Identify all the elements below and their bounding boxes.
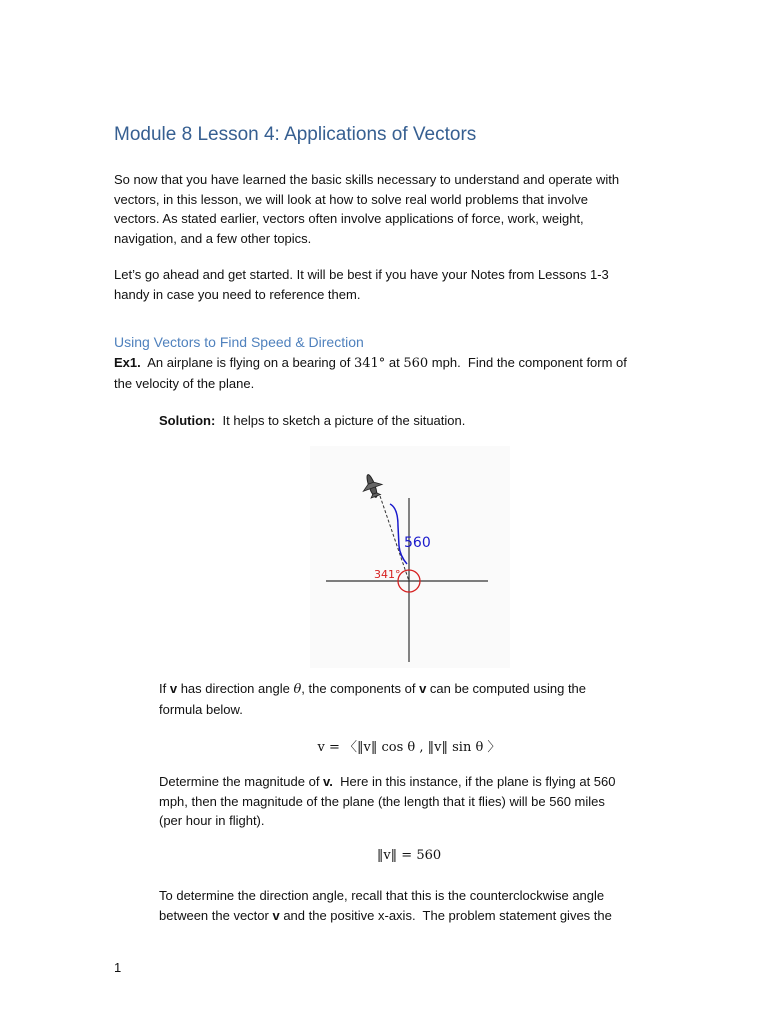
direction-text: can be computed using the xyxy=(426,681,587,696)
angle-text: and the positive x-axis. The problem statement gives the xyxy=(279,907,612,923)
bearing-value: 341° xyxy=(353,356,386,371)
direction-text: , the components of xyxy=(301,681,420,696)
magnitude-text: Determine the magnitude of xyxy=(159,774,324,789)
section-heading: Using Vectors to Find Speed & Direction xyxy=(114,334,364,350)
example-label: Ex1. xyxy=(114,355,141,370)
magnitude-text: Here in this instance, if the plane is flying at 560 xyxy=(332,774,616,789)
solution-line xyxy=(159,411,659,431)
page-number: 1 xyxy=(114,960,122,975)
page-title: Module 8 Lesson 4: Applications of Vectors xyxy=(114,124,477,145)
vector-sketch xyxy=(310,446,510,668)
direction-paragraph xyxy=(159,679,659,719)
start-line: handy in case you need to reference them. xyxy=(114,286,361,302)
intro-line: So now that you have learned the basic skills necessary to understand and operate with xyxy=(114,172,620,187)
speed-value: 560 xyxy=(403,356,429,371)
example-text: mph. Find the component form of xyxy=(428,355,627,370)
start-line: Let’s go ahead and get started. It will be best if you have your Notes from Lessons 1-3 xyxy=(114,267,609,282)
vector-v: v xyxy=(169,681,178,696)
example-1 xyxy=(114,353,674,393)
angle-label: 341° xyxy=(374,568,401,581)
magnitude-formula: ‖v‖ = 560 xyxy=(376,848,442,863)
vector-v: v xyxy=(419,681,427,696)
magnitude-line: mph, then the magnitude of the plane (the length that it flies) will be 560 miles xyxy=(159,793,605,809)
component-formula: v = 〈‖v‖ cos θ , ‖v‖ sin θ 〉 xyxy=(317,740,501,755)
intro-paragraph xyxy=(114,170,674,248)
direction-line: formula below. xyxy=(159,701,243,717)
magnitude-label: 560 xyxy=(404,535,431,551)
example-text: at xyxy=(385,355,404,370)
direction-text: If xyxy=(159,681,170,696)
vector-v: v. xyxy=(323,774,333,789)
angle-line: To determine the direction angle, recall that this is the counterclockwise angle xyxy=(159,888,605,903)
example-text: An airplane is flying on a bearing of xyxy=(140,355,354,370)
sketch-background xyxy=(310,446,510,668)
vector-v: v xyxy=(272,907,280,923)
intro-line: vectors, in this lesson, we will look at how to solve real world problems that involve xyxy=(114,191,588,207)
magnitude-line: (per hour in flight). xyxy=(159,813,265,828)
intro-line: navigation, and a few other topics. xyxy=(114,230,312,246)
angle-text: between the vector xyxy=(159,907,273,923)
example-line: the velocity of the plane. xyxy=(114,375,255,391)
solution-text: It helps to sketch a picture of the situation. xyxy=(215,413,466,428)
solution-label: Solution: xyxy=(159,413,216,428)
theta-symbol: θ xyxy=(293,682,302,697)
start-paragraph xyxy=(114,265,674,304)
direction-text: has direction angle xyxy=(177,681,294,696)
magnitude-paragraph xyxy=(159,772,659,831)
angle-paragraph xyxy=(159,886,659,925)
intro-line: vectors. As stated earlier, vectors often involve applications of force, work, weight, xyxy=(114,211,584,226)
